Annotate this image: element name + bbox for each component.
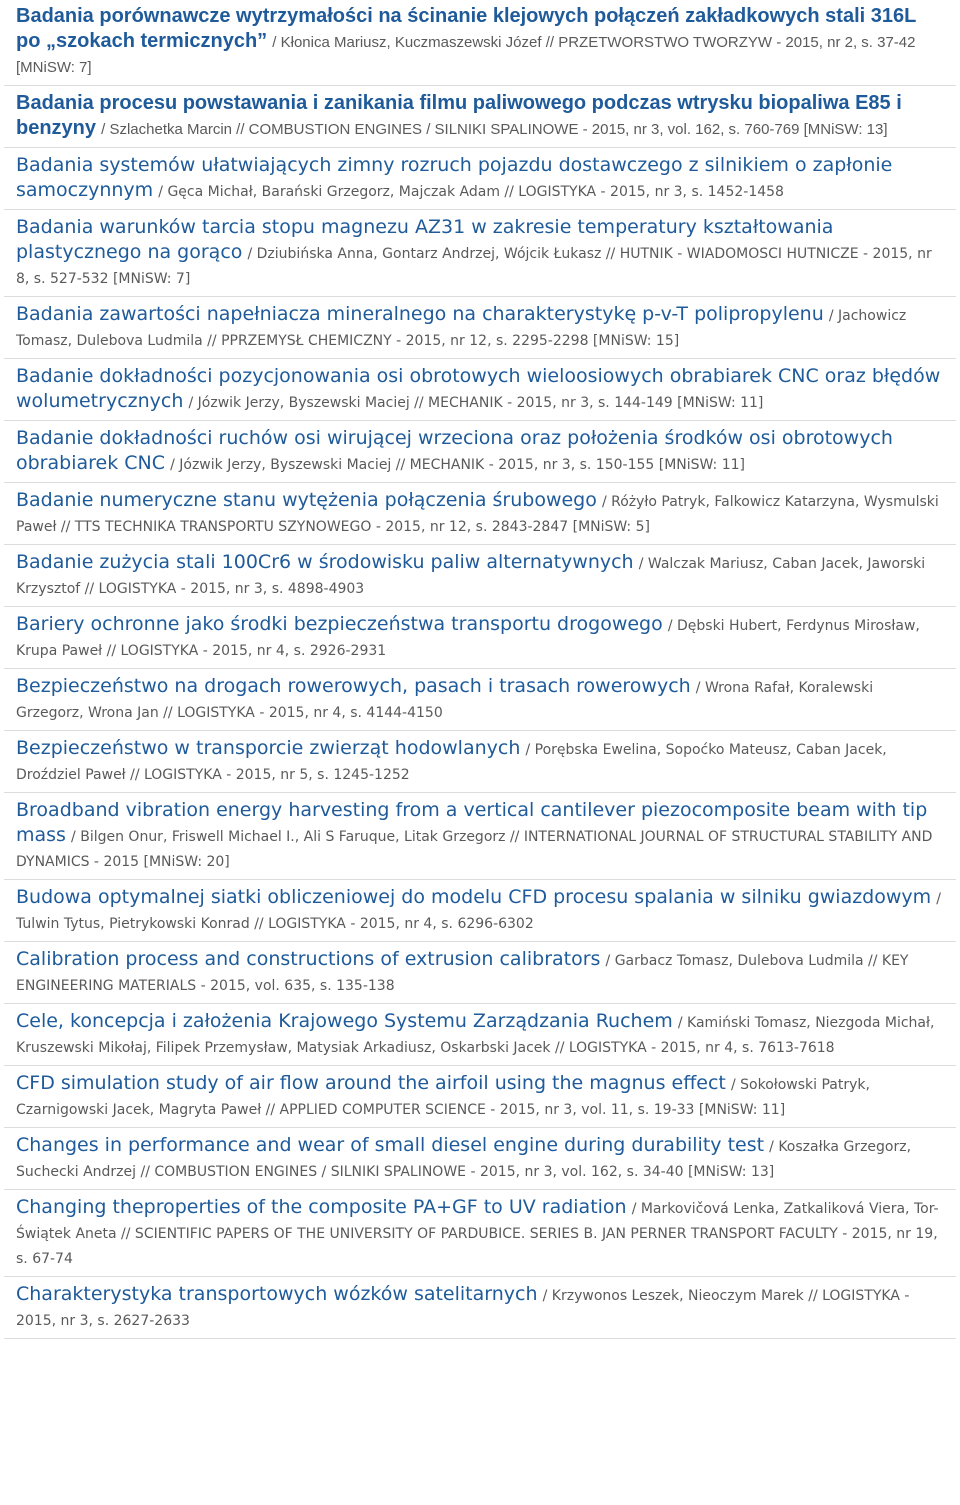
publication-meta: / Garbacz Tomasz, Dulebova Ludmila // KEY ENGINEERING MATERIALS - 2015, vol. 635, s. 135-138: [16, 953, 909, 994]
publication-title[interactable]: Badania systemów ułatwiających zimny rozruch pojazdu dostawczego z silnikiem o zapłonie samoczynnym: [16, 154, 893, 201]
publication-meta: / Dębski Hubert, Ferdynus Mirosław, Krupa Paweł // LOGISTYKA - 2015, nr 4, s. 2926-2931: [16, 618, 920, 659]
list-item: [4, 210, 956, 297]
publication-meta: / Gęca Michał, Barański Grzegorz, Majczak Adam // LOGISTYKA - 2015, nr 3, s. 1452-1458: [158, 184, 784, 200]
publication-title[interactable]: Charakterystyka transportowych wózków satelitarnych: [16, 1283, 538, 1305]
publication-meta: / Sokołowski Patryk, Czarnigowski Jacek, Magryta Paweł // APPLIED COMPUTER SCIENCE - 2015, nr 3, vol. 11, s. 19-33 [MNiSW: 11]: [16, 1077, 870, 1118]
list-item: [4, 793, 956, 880]
list-item: [4, 1277, 956, 1339]
publication-title[interactable]: Badania zawartości napełniacza mineralnego na charakterystykę p-v-T polipropylenu: [16, 303, 824, 325]
publication-meta: / Dziubińska Anna, Gontarz Andrzej, Wójcik Łukasz // HUTNIK - WIADOMOSCI HUTNICZE - 2015, nr 8, s. 527-532 [MNiSW: 7]: [16, 246, 932, 287]
publication-meta: / Kamiński Tomasz, Niezgoda Michał, Kruszewski Mikołaj, Filipek Przemysław, Matysiak Arkadiusz, Oskarbski Jacek // LOGISTYKA - 2015, nr 4, s. 7613-7618: [16, 1015, 935, 1056]
list-item: [4, 421, 956, 483]
list-item: [4, 483, 956, 545]
publication-meta: / Józwik Jerzy, Byszewski Maciej // MECHANIK - 2015, nr 3, s. 144-149 [MNiSW: 11]: [188, 395, 764, 411]
publication-meta: / Różyło Patryk, Falkowicz Katarzyna, Wysmulski Paweł // TTS TECHNIKA TRANSPORTU SZYNOWEGO - 2015, nr 12, s. 2843-2847 [MNiSW: 5]: [16, 494, 939, 535]
list-item: [4, 545, 956, 607]
list-item: [4, 1128, 956, 1190]
publication-meta: / Porębska Ewelina, Sopoćko Mateusz, Caban Jacek, Droździel Paweł // LOGISTYKA - 2015, nr 5, s. 1245-1252: [16, 742, 887, 783]
publication-title[interactable]: Badania procesu powstawania i zanikania filmu paliwowego podczas wtrysku biopaliwa E85 i benzyny: [16, 92, 902, 139]
publication-title[interactable]: Cele, koncepcja i założenia Krajowego Systemu Zarządzania Ruchem: [16, 1010, 673, 1032]
publication-meta: / Koszałka Grzegorz, Suchecki Andrzej // COMBUSTION ENGINES / SILNIKI SPALINOWE - 2015, nr 3, vol. 162, s. 34-40 [MNiSW: 13]: [16, 1139, 912, 1180]
list-item: [4, 1066, 956, 1128]
publication-title[interactable]: Badanie dokładności pozycjonowania osi obrotowych wieloosiowych obrabiarek CNC oraz błędów wolumetrycznych: [16, 365, 941, 412]
list-item: [4, 0, 956, 86]
list-item: [4, 297, 956, 359]
publication-title[interactable]: Bezpieczeństwo w transporcie zwierząt hodowlanych: [16, 737, 521, 759]
list-item: [4, 1190, 956, 1277]
publication-title[interactable]: Badanie numeryczne stanu wytężenia połączenia śrubowego: [16, 489, 597, 511]
publication-meta: / Wrona Rafał, Koralewski Grzegorz, Wrona Jan // LOGISTYKA - 2015, nr 4, s. 4144-4150: [16, 680, 874, 721]
list-item: [4, 148, 956, 210]
publication-title[interactable]: Calibration process and constructions of extrusion calibrators: [16, 948, 601, 970]
publication-title[interactable]: Badania porównawcze wytrzymałości na ścinanie klejowych połączeń zakładkowych stali 316L po „szokach termicznych”: [16, 5, 916, 52]
publication-title[interactable]: Badanie zużycia stali 100Cr6 w środowisku paliw alternatywnych: [16, 551, 634, 573]
publication-title[interactable]: Changes in performance and wear of small diesel engine during durability test: [16, 1134, 765, 1156]
publication-meta: / Jachowicz Tomasz, Dulebova Ludmila // PPRZEMYSŁ CHEMICZNY - 2015, nr 12, s. 2295-2298 [MNiSW: 15]: [16, 308, 907, 349]
list-item: [4, 607, 956, 669]
publication-meta: / Krzywonos Leszek, Nieoczym Marek // LOGISTYKA - 2015, nr 3, s. 2627-2633: [16, 1288, 910, 1329]
list-item: [4, 942, 956, 1004]
publication-title[interactable]: Broadband vibration energy harvesting from a vertical cantilever piezocomposite beam with tip mass: [16, 799, 928, 846]
publication-title[interactable]: Bariery ochronne jako środki bezpieczeństwa transportu drogowego: [16, 613, 663, 635]
list-item: [4, 669, 956, 731]
publication-meta: / Walczak Mariusz, Caban Jacek, Jaworski Krzysztof // LOGISTYKA - 2015, nr 3, s. 4898-4903: [16, 556, 926, 597]
publication-title[interactable]: CFD simulation study of air flow around the airfoil using the magnus effect: [16, 1072, 726, 1094]
list-item: [4, 1004, 956, 1066]
publication-title[interactable]: Budowa optymalnej siatki obliczeniowej do modelu CFD procesu spalania w silniku gwiazdowym: [16, 886, 932, 908]
publication-meta: / Tulwin Tytus, Pietrykowski Konrad // LOGISTYKA - 2015, nr 4, s. 6296-6302: [16, 891, 941, 932]
publication-title[interactable]: Badania warunków tarcia stopu magnezu AZ31 w zakresie temperatury kształtowania plastycznego na gorąco: [16, 216, 834, 263]
publication-meta: / Szlachetka Marcin // COMBUSTION ENGINES / SILNIKI SPALINOWE - 2015, nr 3, vol. 162, s. 760-769 [MNiSW: 13]: [101, 121, 888, 138]
list-item: [4, 359, 956, 421]
list-item: [4, 86, 956, 148]
publication-title[interactable]: Bezpieczeństwo na drogach rowerowych, pasach i trasach rowerowych: [16, 675, 691, 697]
publication-meta: / Józwik Jerzy, Byszewski Maciej // MECHANIK - 2015, nr 3, s. 150-155 [MNiSW: 11]: [170, 457, 746, 473]
publication-meta: / Kłonica Mariusz, Kuczmaszewski Józef // PRZETWORSTWO TWORZYW - 2015, nr 2, s. 37-42 [MNiSW: 7]: [16, 34, 916, 76]
publication-meta: / Markovičová Lenka, Zatkaliková Viera, Tor-Świątek Aneta // SCIENTIFIC PAPERS OF THE UNIVERSITY OF PARDUBICE. SERIES B. JAN PERNER TRANSPORT FACULTY - 2015, nr 19, s. 67-74: [16, 1201, 939, 1267]
publication-title[interactable]: Changing theproperties of the composite PA+GF to UV radiation: [16, 1196, 627, 1218]
list-item: [4, 731, 956, 793]
publication-title[interactable]: Badanie dokładności ruchów osi wirującej wrzeciona oraz położenia środków osi obrotowych obrabiarek CNC: [16, 427, 893, 474]
list-item: [4, 880, 956, 942]
publication-meta: / Bilgen Onur, Friswell Michael I., Ali S Faruque, Litak Grzegorz // INTERNATIONAL JOURNAL OF STRUCTURAL STABILITY AND DYNAMICS - 2015 [MNiSW: 20]: [16, 829, 933, 870]
